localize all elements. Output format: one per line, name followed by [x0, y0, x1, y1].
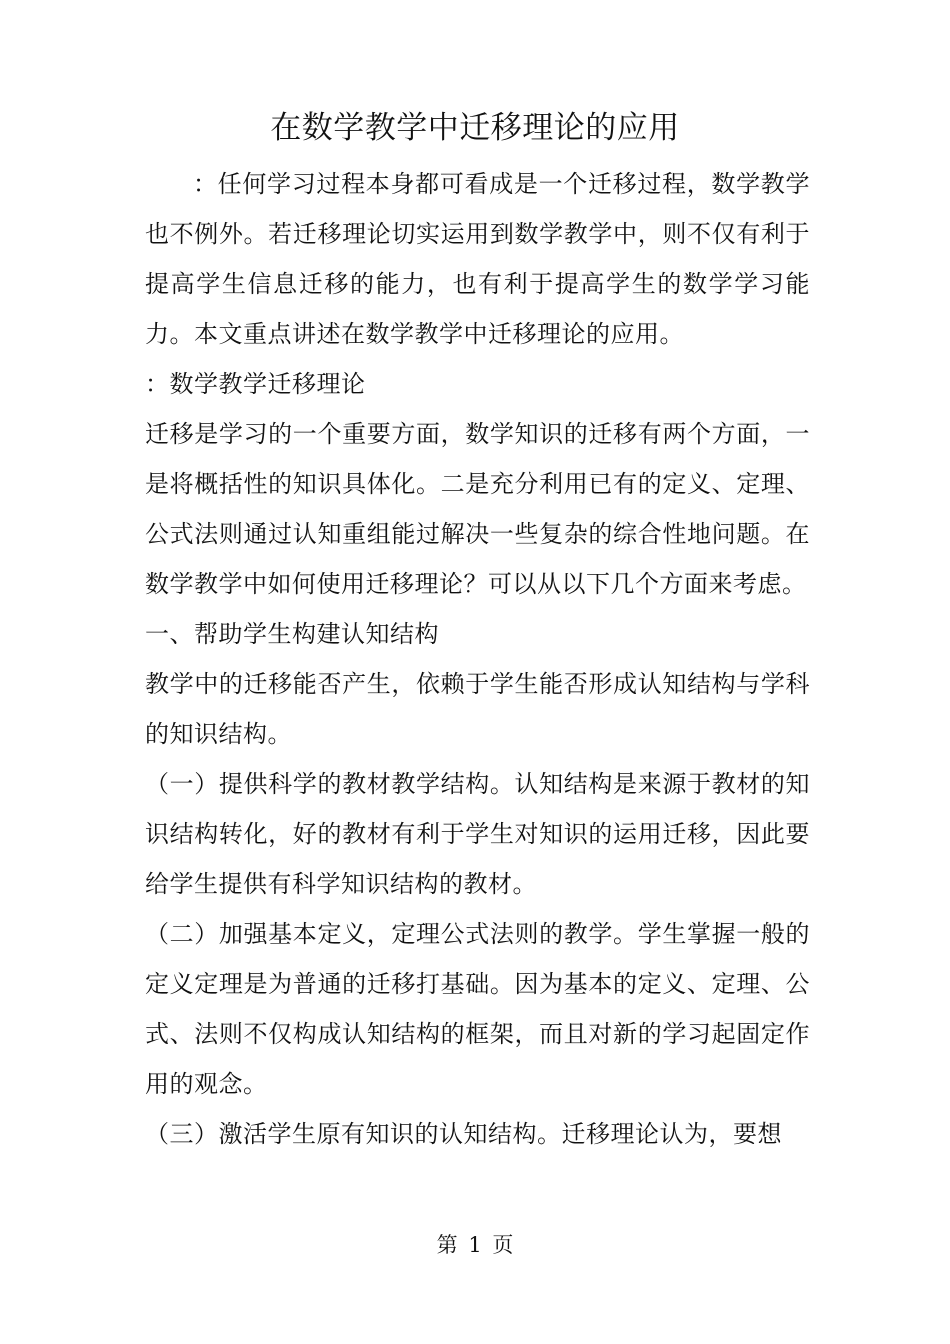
body-paragraph: （三）激活学生原有知识的认知结构。迁移理论认为，要想 [145, 1120, 782, 1148]
section-heading: 一、帮助学生构建认知结构 [145, 620, 439, 648]
document-body [145, 159, 810, 1159]
body-paragraph: 教学中的迁移能否产生，依赖于学生能否形成认知结构与学科的知识结构。 [145, 670, 810, 748]
page-number-footer: 第 1 页 [436, 1233, 514, 1257]
body-paragraph: （二）加强基本定义，定理公式法则的教学。学生掌握一般的定义定理是为普通的迁移打基础。因为基本的定义、定理、公式、法则不仅构成认知结构的框架，而且对新的学习起固定作用的观念。 [145, 920, 810, 1098]
document-title: 在数学教学中迁移理论的应用 [270, 110, 680, 146]
keywords-line: ：数学教学迁移理论 [145, 370, 366, 398]
abstract-paragraph: ：任何学习过程本身都可看成是一个迁移过程，数学教学也不例外。若迁移理论切实运用到数学教学中，则不仅有利于提高学生信息迁移的能力，也有利于提高学生的数学学习能力。本文重点讲述在数学教学中迁移理论的应用。 [145, 170, 810, 348]
body-paragraph: （一）提供科学的教材教学结构。认知结构是来源于教材的知识结构转化，好的教材有利于学生对知识的运用迁移，因此要给学生提供有科学知识结构的教材。 [145, 770, 810, 898]
body-paragraph: 迁移是学习的一个重要方面，数学知识的迁移有两个方面，一是将概括性的知识具体化。二是充分利用已有的定义、定理、公式法则通过认知重组能过解决一些复杂的综合性地问题。在数学教学中如何使用迁移理论？可以从以下几个方面来考虑。 [145, 420, 810, 598]
